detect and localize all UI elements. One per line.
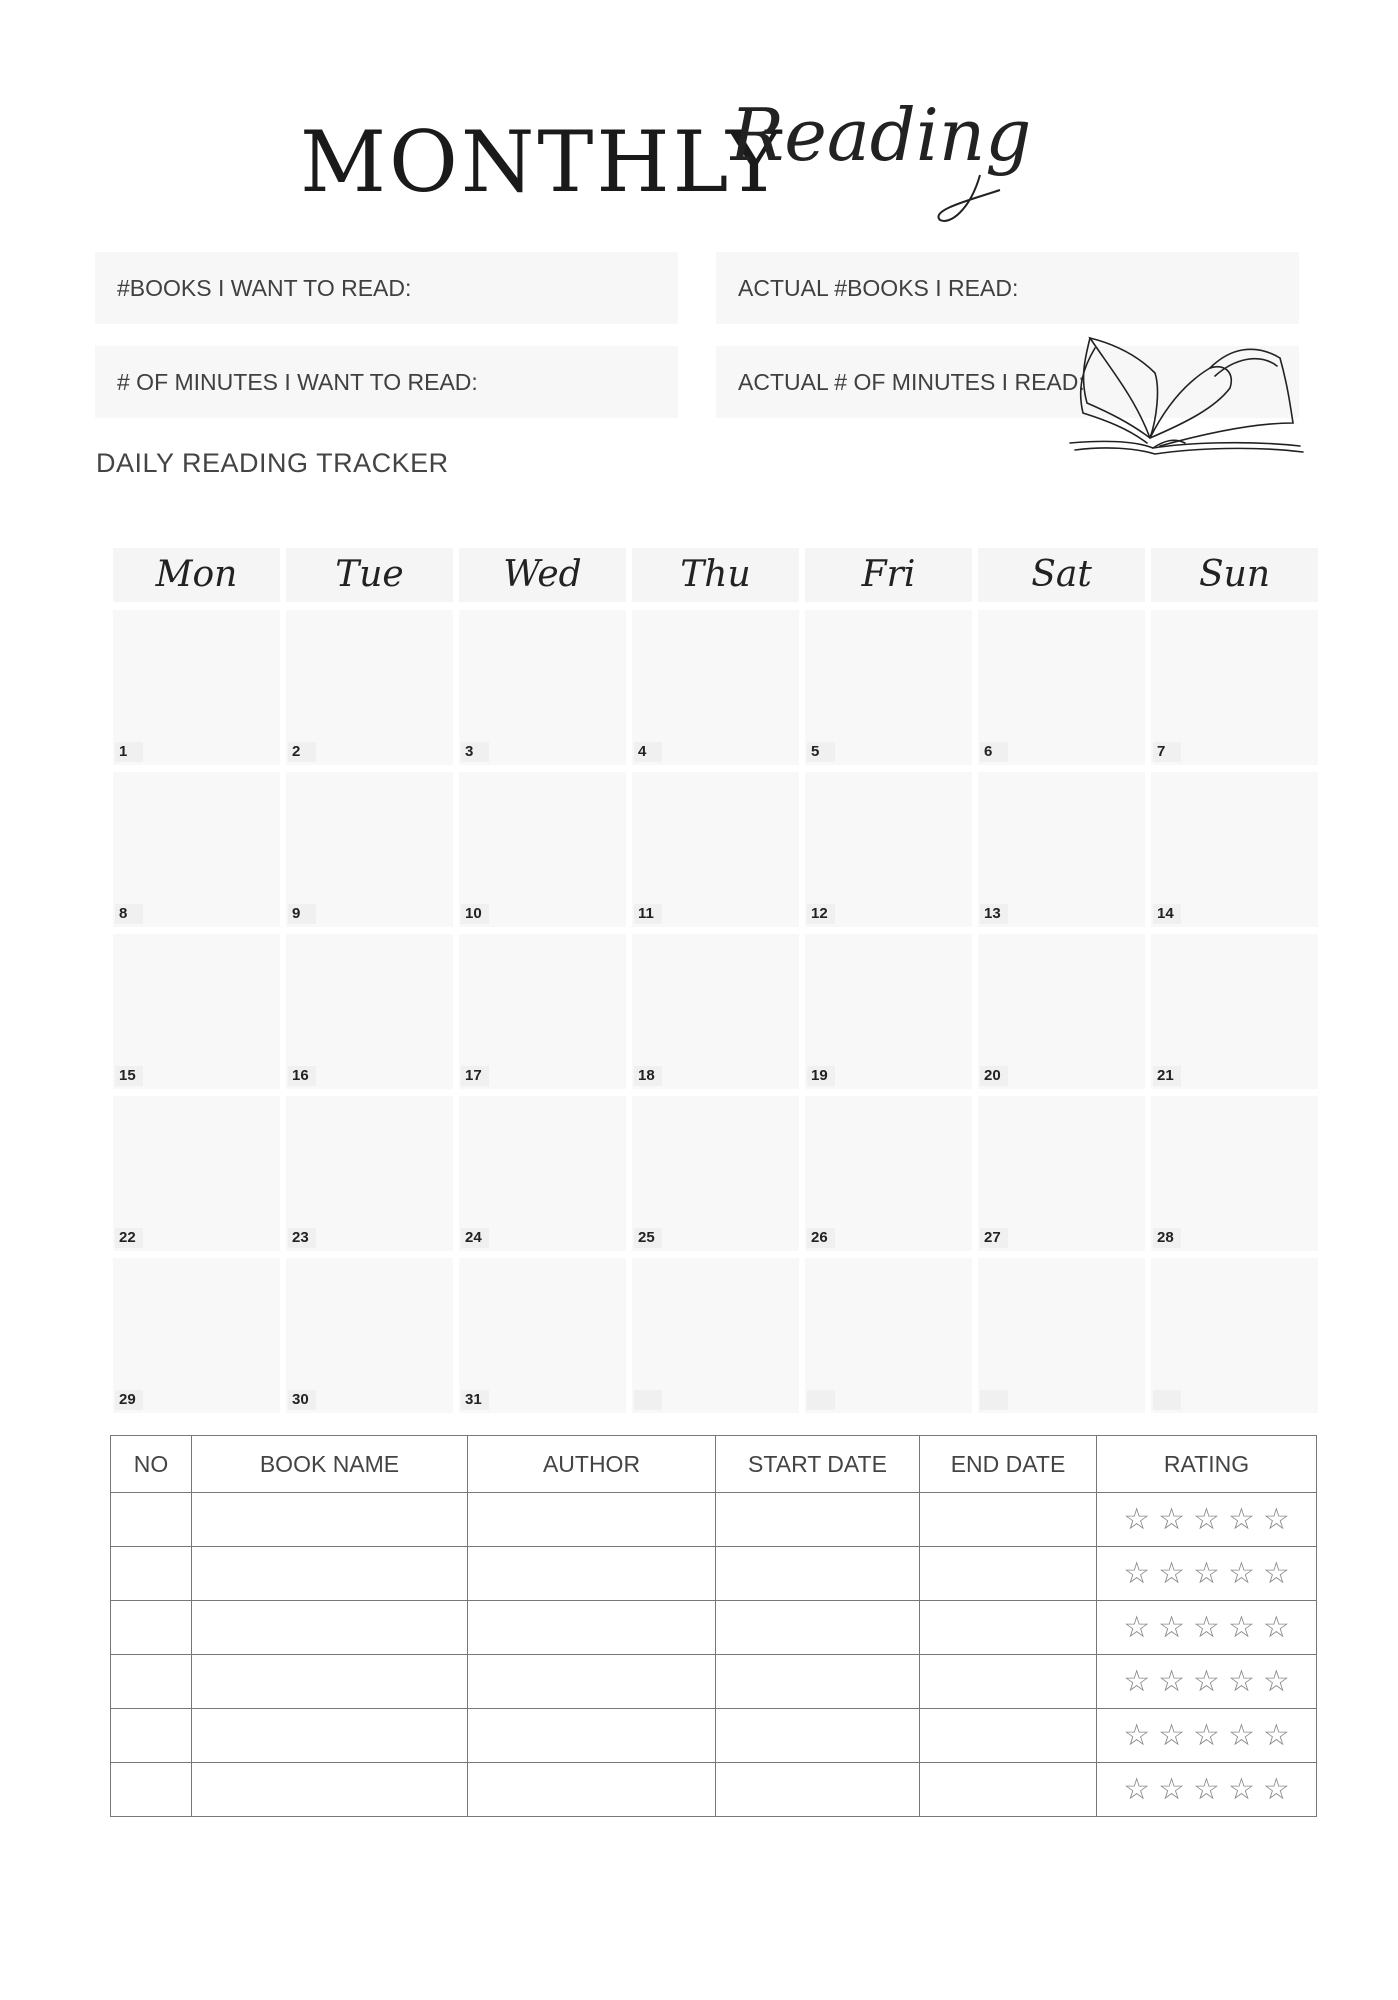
calendar-day-cell[interactable] — [459, 934, 626, 1089]
calendar-day-cell[interactable] — [805, 1096, 972, 1251]
day-number: 23 — [288, 1228, 316, 1248]
no-cell[interactable] — [111, 1601, 192, 1655]
col-author: AUTHOR — [468, 1436, 716, 1493]
calendar-day-cell[interactable] — [286, 1096, 453, 1251]
calendar-day-cell[interactable] — [805, 772, 972, 927]
star-outline-icon[interactable]: ☆ — [1158, 1772, 1186, 1807]
col-start-date: START DATE — [716, 1436, 920, 1493]
day-header-tue: Tue — [286, 548, 453, 602]
day-number: 29 — [115, 1390, 143, 1410]
books-goal-field[interactable] — [95, 252, 678, 324]
day-header-sat: Sat — [978, 548, 1145, 602]
star-outline-icon[interactable]: ☆ — [1227, 1772, 1255, 1807]
book-name-cell[interactable] — [192, 1601, 468, 1655]
day-number: 30 — [288, 1390, 316, 1410]
book-log-row — [111, 1763, 1317, 1817]
star-outline-icon[interactable]: ☆ — [1158, 1718, 1186, 1753]
star-outline-icon[interactable]: ☆ — [1123, 1556, 1151, 1591]
star-outline-icon[interactable]: ☆ — [1227, 1610, 1255, 1645]
tracker-heading: DAILY READING TRACKER — [96, 448, 449, 478]
day-number: 27 — [980, 1228, 1008, 1248]
end-date-cell[interactable] — [920, 1709, 1097, 1763]
calendar-day-cell[interactable] — [632, 934, 799, 1089]
no-cell[interactable] — [111, 1493, 192, 1547]
title-monthly: MONTHLY — [300, 113, 785, 211]
star-outline-icon[interactable]: ☆ — [1193, 1772, 1220, 1807]
calendar-day-cell[interactable] — [113, 934, 280, 1089]
star-outline-icon[interactable]: ☆ — [1262, 1772, 1290, 1807]
rating-cell — [1097, 1493, 1317, 1547]
calendar-day-cell[interactable] — [286, 610, 453, 765]
day-number — [1153, 1390, 1181, 1410]
calendar-day-cell[interactable] — [1151, 1258, 1318, 1413]
calendar-day-cell[interactable] — [805, 1258, 972, 1413]
star-outline-icon[interactable]: ☆ — [1193, 1610, 1220, 1645]
start-date-cell[interactable] — [716, 1493, 920, 1547]
book-log-row — [111, 1493, 1317, 1547]
star-outline-icon[interactable]: ☆ — [1227, 1664, 1255, 1699]
calendar-day-cell[interactable] — [805, 934, 972, 1089]
calendar-day-cell[interactable] — [978, 610, 1145, 765]
day-number — [980, 1390, 1008, 1410]
book-log-row — [111, 1655, 1317, 1709]
star-outline-icon[interactable]: ☆ — [1227, 1502, 1255, 1537]
rating-cell — [1097, 1763, 1317, 1817]
star-outline-icon[interactable]: ☆ — [1262, 1556, 1290, 1591]
end-date-cell[interactable] — [920, 1655, 1097, 1709]
book-log-header-row — [111, 1436, 1317, 1493]
day-number: 14 — [1153, 904, 1181, 924]
author-cell[interactable] — [468, 1655, 716, 1709]
star-outline-icon[interactable]: ☆ — [1158, 1502, 1186, 1537]
books-actual-field[interactable] — [716, 252, 1299, 324]
rating-cell — [1097, 1655, 1317, 1709]
day-number: 7 — [1153, 742, 1181, 762]
book-log-row — [111, 1601, 1317, 1655]
end-date-cell[interactable] — [920, 1493, 1097, 1547]
day-number: 4 — [634, 742, 662, 762]
book-name-cell[interactable] — [192, 1655, 468, 1709]
day-number: 13 — [980, 904, 1008, 924]
start-date-cell[interactable] — [716, 1601, 920, 1655]
day-number: 18 — [634, 1066, 662, 1086]
calendar-day-cell[interactable] — [459, 772, 626, 927]
calendar-day-cell[interactable] — [113, 610, 280, 765]
author-cell[interactable] — [468, 1763, 716, 1817]
book-name-cell[interactable] — [192, 1763, 468, 1817]
calendar-day-cell[interactable] — [978, 1096, 1145, 1251]
book-log-row — [111, 1709, 1317, 1763]
book-log-row — [111, 1547, 1317, 1601]
reading-script-svg — [730, 90, 1060, 230]
day-header-fri: Fri — [805, 548, 972, 602]
book-log-table — [110, 1435, 1317, 1817]
star-outline-icon[interactable]: ☆ — [1262, 1664, 1290, 1699]
day-number: 26 — [807, 1228, 835, 1248]
day-number: 24 — [461, 1228, 489, 1248]
book-name-cell[interactable] — [192, 1709, 468, 1763]
calendar-day-cell[interactable] — [632, 1096, 799, 1251]
star-outline-icon[interactable]: ☆ — [1262, 1610, 1290, 1645]
no-cell[interactable] — [111, 1709, 192, 1763]
day-number: 15 — [115, 1066, 143, 1086]
star-outline-icon[interactable]: ☆ — [1193, 1664, 1220, 1699]
calendar-day-cell[interactable] — [1151, 772, 1318, 927]
day-number: 19 — [807, 1066, 835, 1086]
end-date-cell[interactable] — [920, 1601, 1097, 1655]
day-number: 2 — [288, 742, 316, 762]
day-number: 10 — [461, 904, 489, 924]
calendar-day-cell[interactable] — [459, 1096, 626, 1251]
star-outline-icon[interactable]: ☆ — [1123, 1502, 1151, 1537]
day-number: 20 — [980, 1066, 1008, 1086]
day-number: 1 — [115, 742, 143, 762]
star-outline-icon[interactable]: ☆ — [1193, 1556, 1220, 1591]
day-number: 12 — [807, 904, 835, 924]
calendar-day-cell[interactable] — [459, 610, 626, 765]
start-date-cell[interactable] — [716, 1763, 920, 1817]
books-goal-label: #BOOKS I WANT TO READ: — [117, 275, 412, 301]
author-cell[interactable] — [468, 1493, 716, 1547]
calendar-day-cell[interactable] — [632, 772, 799, 927]
calendar-day-cell[interactable] — [1151, 934, 1318, 1089]
book-name-cell[interactable] — [192, 1547, 468, 1601]
no-cell[interactable] — [111, 1655, 192, 1709]
day-number: 25 — [634, 1228, 662, 1248]
day-number: 5 — [807, 742, 835, 762]
calendar-day-cell[interactable] — [286, 1258, 453, 1413]
day-number: 28 — [1153, 1228, 1181, 1248]
calendar-day-cell[interactable] — [978, 1258, 1145, 1413]
day-number: 3 — [461, 742, 489, 762]
start-date-cell[interactable] — [716, 1709, 920, 1763]
star-outline-icon[interactable]: ☆ — [1262, 1718, 1290, 1753]
col-book-name: BOOK NAME — [192, 1436, 468, 1493]
rating-cell — [1097, 1709, 1317, 1763]
minutes-goal-field[interactable] — [95, 346, 678, 418]
book-name-cell[interactable] — [192, 1493, 468, 1547]
day-number: 8 — [115, 904, 143, 924]
day-header-sun: Sun — [1151, 548, 1318, 602]
day-number: 31 — [461, 1390, 489, 1410]
col-end-date: END DATE — [920, 1436, 1097, 1493]
star-outline-icon[interactable]: ☆ — [1123, 1610, 1151, 1645]
author-cell[interactable] — [468, 1709, 716, 1763]
star-outline-icon[interactable]: ☆ — [1227, 1718, 1255, 1753]
calendar-day-cell[interactable] — [978, 934, 1145, 1089]
rating-cell — [1097, 1547, 1317, 1601]
open-book-line-art-icon — [1065, 328, 1305, 458]
calendar-day-cell[interactable] — [632, 610, 799, 765]
end-date-cell[interactable] — [920, 1763, 1097, 1817]
calendar-day-cell[interactable] — [1151, 610, 1318, 765]
start-date-cell[interactable] — [716, 1547, 920, 1601]
calendar-day-cell[interactable] — [113, 772, 280, 927]
star-outline-icon[interactable]: ☆ — [1193, 1502, 1220, 1537]
day-header-mon: Mon — [113, 548, 280, 602]
day-header-wed: Wed — [459, 548, 626, 602]
calendar-day-cell[interactable] — [113, 1258, 280, 1413]
no-cell[interactable] — [111, 1547, 192, 1601]
calendar-day-cell[interactable] — [113, 1096, 280, 1251]
day-header-thu: Thu — [632, 548, 799, 602]
minutes-actual-label: ACTUAL # OF MINUTES I READ: — [738, 369, 1085, 395]
day-number — [807, 1390, 835, 1410]
col-no: NO — [111, 1436, 192, 1493]
day-number: 17 — [461, 1066, 489, 1086]
calendar-day-cell[interactable] — [978, 772, 1145, 927]
minutes-goal-label: # OF MINUTES I WANT TO READ: — [117, 369, 478, 395]
day-number: 22 — [115, 1228, 143, 1248]
day-number: 21 — [1153, 1066, 1181, 1086]
day-number: 6 — [980, 742, 1008, 762]
author-cell[interactable] — [468, 1601, 716, 1655]
page-title — [300, 93, 1060, 250]
calendar-day-cell[interactable] — [286, 934, 453, 1089]
star-outline-icon[interactable]: ☆ — [1123, 1718, 1151, 1753]
star-outline-icon[interactable]: ☆ — [1262, 1502, 1290, 1537]
end-date-cell[interactable] — [920, 1547, 1097, 1601]
star-outline-icon[interactable]: ☆ — [1158, 1556, 1186, 1591]
star-outline-icon[interactable]: ☆ — [1158, 1664, 1186, 1699]
calendar-day-cell[interactable] — [1151, 1096, 1318, 1251]
rating-cell — [1097, 1601, 1317, 1655]
calendar-day-cell[interactable] — [805, 610, 972, 765]
day-number: 16 — [288, 1066, 316, 1086]
day-number: 9 — [288, 904, 316, 924]
start-date-cell[interactable] — [716, 1655, 920, 1709]
author-cell[interactable] — [468, 1547, 716, 1601]
day-number: 11 — [634, 904, 662, 924]
calendar-day-cell[interactable] — [632, 1258, 799, 1413]
books-actual-label: ACTUAL #BOOKS I READ: — [738, 275, 1019, 301]
star-outline-icon[interactable]: ☆ — [1123, 1772, 1151, 1807]
col-rating: RATING — [1097, 1436, 1317, 1493]
calendar-day-cell[interactable] — [286, 772, 453, 927]
title-reading-script — [730, 90, 1060, 243]
reading-script-text: Reading — [730, 93, 1032, 177]
day-number — [634, 1390, 662, 1410]
calendar-day-cell[interactable] — [459, 1258, 626, 1413]
no-cell[interactable] — [111, 1763, 192, 1817]
star-outline-icon[interactable]: ☆ — [1193, 1718, 1220, 1753]
star-outline-icon[interactable]: ☆ — [1123, 1664, 1151, 1699]
star-outline-icon[interactable]: ☆ — [1227, 1556, 1255, 1591]
star-outline-icon[interactable]: ☆ — [1158, 1610, 1186, 1645]
